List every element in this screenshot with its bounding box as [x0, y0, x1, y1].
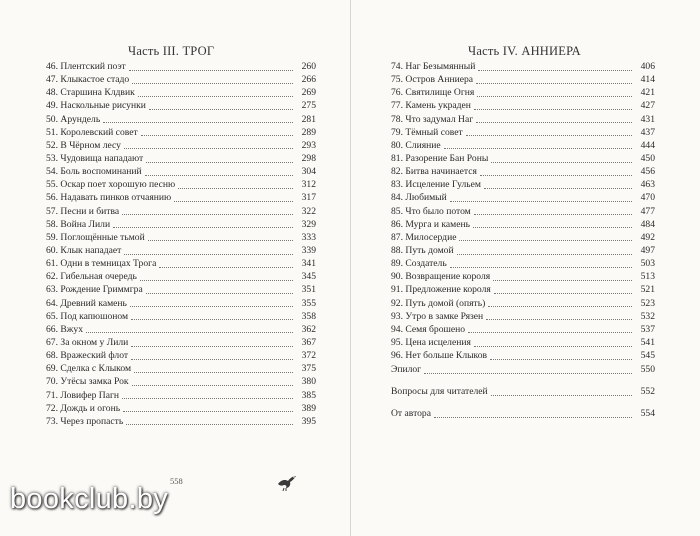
toc-entry: [391, 86, 655, 99]
toc-entry-page: 269: [301, 87, 316, 99]
toc-entry-title: 96. Нет больше Клыков: [391, 350, 488, 362]
toc-entry-page: 497: [640, 244, 655, 256]
toc-entry-title: 89. Создатель: [391, 258, 447, 270]
dot-leader: [473, 220, 632, 228]
back-matter-entry: [391, 364, 655, 375]
dot-leader: [450, 194, 632, 202]
toc-entry-title: 59. Поглощённые тьмой: [46, 231, 145, 243]
toc-entry-title: 46. Плентский поэт: [46, 61, 126, 72]
toc-entry-page: 281: [301, 113, 316, 125]
dot-leader: [124, 247, 293, 255]
toc-entry-title: 47. Клыкастое стадо: [46, 74, 130, 86]
toc-entry: [391, 99, 655, 112]
toc-entry-title: 94. Семя брошено: [391, 323, 466, 335]
toc-entry: [46, 375, 316, 388]
back-matter-title: Эпилог: [391, 364, 422, 375]
part-title: Часть III. ТРОГ: [128, 44, 215, 58]
toc-entry-title: 49. Наскольные рисунки: [46, 100, 146, 112]
dot-leader: [123, 404, 293, 412]
toc-entry-title: 65. Под капюшоном: [46, 310, 129, 322]
toc-entry: [46, 73, 316, 86]
toc-entry-title: 50. Арундель: [46, 113, 101, 125]
toc-entry-page: 375: [301, 363, 316, 375]
toc-entry-page: 341: [301, 258, 316, 270]
dot-leader: [474, 339, 632, 347]
dot-leader: [486, 312, 632, 320]
toc-entry: [46, 283, 316, 296]
toc-entry-page: 260: [301, 61, 316, 72]
dot-leader: [159, 260, 293, 268]
toc-entry-page: 367: [301, 336, 316, 348]
table-of-contents-right: [391, 60, 655, 362]
toc-entry-page: 355: [301, 297, 316, 309]
dot-leader: [459, 233, 632, 241]
toc-entry: [46, 191, 316, 204]
toc-entry-page: 463: [640, 179, 655, 191]
toc-entry-page: 421: [640, 87, 655, 99]
table-of-contents-left: [46, 60, 316, 428]
toc-entry: [391, 283, 655, 296]
dot-leader: [134, 365, 293, 373]
back-matter-page: 552: [640, 386, 655, 397]
toc-entry: [391, 139, 655, 152]
toc-entry-title: 74. Наг Безымянный: [391, 61, 476, 72]
dot-leader: [476, 76, 632, 84]
toc-entry-title: 48. Старшина Клдвик: [46, 87, 135, 99]
toc-entry: [391, 165, 655, 178]
toc-entry: [46, 126, 316, 139]
toc-entry-title: 81. Разорение Бан Роны: [391, 152, 489, 164]
toc-entry: [46, 297, 316, 310]
toc-entry: [391, 60, 655, 73]
toc-entry-page: 427: [640, 100, 655, 112]
toc-entry: [391, 244, 655, 257]
toc-entry-title: 80. Слияние: [391, 139, 441, 151]
toc-entry-page: 275: [301, 100, 316, 112]
toc-entry-title: 70. Утёсы замка Рок: [46, 376, 129, 388]
toc-entry-page: 492: [640, 231, 655, 243]
back-matter-page: 550: [640, 364, 655, 375]
toc-entry-title: 53. Чудовища нападают: [46, 152, 144, 164]
toc-entry: [46, 113, 316, 126]
toc-entry-title: 72. Дождь и огонь: [46, 402, 121, 414]
dot-leader: [474, 102, 632, 110]
dot-leader: [468, 325, 632, 333]
sparrow-ornament-icon: [275, 470, 299, 492]
toc-entry-page: 358: [301, 310, 316, 322]
toc-entry-page: 362: [301, 323, 316, 335]
dot-leader: [494, 286, 632, 294]
dot-leader: [490, 352, 632, 360]
dot-leader: [174, 194, 293, 202]
toc-entry: [391, 270, 655, 283]
back-matter-entry: [391, 386, 655, 397]
toc-entry-page: 513: [640, 271, 655, 283]
dot-leader: [424, 366, 632, 374]
toc-entry-title: 86. Мурга и камень: [391, 218, 471, 230]
toc-entry-page: 317: [301, 192, 316, 204]
dot-leader: [122, 391, 293, 399]
dot-leader: [488, 299, 632, 307]
toc-entry-title: 68. Вражеский флот: [46, 350, 129, 362]
dot-leader: [141, 128, 293, 136]
toc-entry-page: 293: [301, 139, 316, 151]
toc-entry-page: 329: [301, 218, 316, 230]
toc-entry: [391, 231, 655, 244]
part-title: Часть IV. АННИЕРА: [468, 44, 581, 58]
toc-entry-page: 289: [301, 126, 316, 138]
toc-entry-title: 66. Вжух: [46, 323, 84, 335]
toc-entry-page: 450: [640, 152, 655, 164]
toc-entry-title: 63. Рождение Гриммгра: [46, 284, 143, 296]
toc-entry: [391, 297, 655, 310]
toc-entry: [46, 218, 316, 231]
toc-entry-title: 95. Цена исцеления: [391, 336, 471, 348]
toc-entry: [46, 257, 316, 270]
toc-entry-page: 431: [640, 113, 655, 125]
toc-entry: [46, 362, 316, 375]
dot-leader: [130, 299, 293, 307]
toc-entry-title: 52. В Чёрном лесу: [46, 139, 121, 151]
toc-entry-title: 79. Тёмный совет: [391, 126, 463, 138]
toc-entry-title: 73. Через пропасть: [46, 415, 124, 427]
toc-entry: [391, 126, 655, 139]
dot-leader: [132, 76, 293, 84]
toc-entry: [46, 270, 316, 283]
dot-leader: [145, 168, 293, 176]
toc-entry: [391, 349, 655, 362]
toc-entry: [46, 178, 316, 191]
dot-leader: [484, 181, 632, 189]
dot-leader: [444, 141, 632, 149]
toc-entry: [46, 231, 316, 244]
dot-leader: [140, 273, 293, 281]
toc-entry-page: 503: [640, 258, 655, 270]
toc-entry-title: 91. Предложение короля: [391, 284, 491, 296]
toc-entry: [391, 257, 655, 270]
toc-entry: [46, 310, 316, 323]
dot-leader: [476, 115, 632, 123]
toc-entry: [46, 205, 316, 218]
toc-entry-title: 61. Одни в темницах Трога: [46, 258, 157, 270]
toc-entry-page: 389: [301, 402, 316, 414]
toc-entry: [391, 152, 655, 165]
toc-entry-title: 82. Битва начинается: [391, 166, 477, 178]
toc-entry: [46, 415, 316, 428]
toc-entry: [46, 244, 316, 257]
toc-entry-title: 57. Песни и битва: [46, 205, 120, 217]
back-matter-entry: [391, 408, 655, 419]
toc-entry: [391, 113, 655, 126]
toc-entry-title: 92. Путь домой (опять): [391, 297, 486, 309]
toc-entry: [46, 139, 316, 152]
toc-entry-title: 51. Королевский совет: [46, 126, 138, 138]
toc-entry-title: 71. Ловифер Пагн: [46, 389, 120, 401]
dot-leader: [474, 207, 632, 215]
toc-entry-title: 84. Любимый: [391, 192, 447, 204]
back-matter-title: От автора: [391, 408, 431, 419]
dot-leader: [450, 260, 632, 268]
toc-entry: [46, 389, 316, 402]
toc-entry: [46, 402, 316, 415]
toc-entry-page: 545: [640, 350, 655, 362]
toc-entry: [391, 73, 655, 86]
toc-entry-page: 339: [301, 244, 316, 256]
toc-entry-page: 266: [301, 74, 316, 86]
toc-entry-page: 322: [301, 205, 316, 217]
dot-leader: [146, 155, 293, 163]
toc-entry-page: 380: [301, 376, 316, 388]
toc-entry-page: 406: [640, 61, 655, 72]
toc-entry: [46, 99, 316, 112]
toc-entry-page: 537: [640, 323, 655, 335]
toc-entry-title: 76. Святилище Огня: [391, 87, 475, 99]
toc-entry-title: 85. Что было потом: [391, 205, 471, 217]
toc-entry-page: 437: [640, 126, 655, 138]
dot-leader: [138, 89, 293, 97]
watermark: bookclub.by: [10, 483, 169, 515]
toc-entry: [46, 152, 316, 165]
toc-entry-title: 78. Что задумал Наг: [391, 113, 474, 125]
toc-entry-page: 351: [301, 284, 316, 296]
toc-entry-page: 333: [301, 231, 316, 243]
toc-entry-page: 456: [640, 166, 655, 178]
toc-entry-title: 55. Оскар поет хорошую песню: [46, 179, 176, 191]
toc-entry-page: 414: [640, 74, 655, 86]
dot-leader: [480, 168, 632, 176]
back-matter-title: Вопросы для читателей: [391, 386, 488, 397]
toc-entry-title: 62. Гибельная очередь: [46, 271, 137, 283]
dot-leader: [131, 312, 293, 320]
toc-entry: [46, 323, 316, 336]
toc-entry-page: 395: [301, 415, 316, 427]
dot-leader: [148, 233, 293, 241]
toc-entry: [46, 336, 316, 349]
toc-entry: [391, 336, 655, 349]
dot-leader: [131, 339, 293, 347]
dot-leader: [113, 220, 293, 228]
page-number: 558: [170, 476, 183, 486]
dot-leader: [457, 247, 632, 255]
toc-entry: [46, 165, 316, 178]
toc-entry: [391, 218, 655, 231]
dot-leader: [478, 63, 632, 71]
toc-entry: [391, 178, 655, 191]
dot-leader: [124, 141, 293, 149]
toc-entry-page: 444: [640, 139, 655, 151]
dot-leader: [103, 115, 293, 123]
toc-entry-title: 83. Исцеление Гульем: [391, 179, 481, 191]
toc-entry-title: 54. Боль воспоминаний: [46, 166, 142, 178]
toc-entry-page: 372: [301, 350, 316, 362]
toc-entry-page: 541: [640, 336, 655, 348]
toc-entry-title: 58. Война Лили: [46, 218, 111, 230]
toc-entry: [391, 205, 655, 218]
dot-leader: [149, 102, 293, 110]
toc-entry-title: 75. Остров Анниера: [391, 74, 474, 86]
toc-entry-page: 470: [640, 192, 655, 204]
dot-leader: [86, 325, 293, 333]
dot-leader: [132, 378, 293, 386]
toc-entry-page: 523: [640, 297, 655, 309]
toc-entry: [391, 310, 655, 323]
dot-leader: [466, 128, 632, 136]
toc-entry-page: 312: [301, 179, 316, 191]
toc-entry-title: 93. Утро в замке Рязен: [391, 310, 484, 322]
dot-leader: [131, 352, 293, 360]
toc-entry-page: 345: [301, 271, 316, 283]
toc-entry-page: 304: [301, 166, 316, 178]
toc-entry-title: 60. Клык нападает: [46, 244, 122, 256]
dot-leader: [491, 155, 632, 163]
back-matter-page: 554: [640, 408, 655, 419]
toc-entry-title: 87. Милосердие: [391, 231, 457, 243]
toc-entry-title: 64. Древний камень: [46, 297, 127, 309]
toc-entry: [46, 349, 316, 362]
dot-leader: [146, 286, 293, 294]
toc-entry-title: 69. Сделка с Клыком: [46, 363, 132, 375]
toc-entry-page: 521: [640, 284, 655, 296]
dot-leader: [493, 273, 632, 281]
toc-entry: [391, 323, 655, 336]
toc-entry-page: 484: [640, 218, 655, 230]
dot-leader: [434, 410, 632, 418]
toc-entry-title: 90. Возвращение короля: [391, 271, 491, 283]
toc-entry-page: 385: [301, 389, 316, 401]
toc-entry-title: 67. За окном у Лили: [46, 336, 129, 348]
toc-entry-title: 56. Надавать пинков отчаянию: [46, 192, 172, 204]
toc-entry-page: 477: [640, 205, 655, 217]
toc-entry-page: 532: [640, 310, 655, 322]
toc-entry: [391, 191, 655, 204]
dot-leader: [491, 388, 632, 396]
toc-entry-page: 298: [301, 152, 316, 164]
dot-leader: [477, 89, 632, 97]
dot-leader: [122, 207, 293, 215]
toc-entry-title: 77. Камень украден: [391, 100, 471, 112]
toc-entry-title: 88. Путь домой: [391, 244, 454, 256]
toc-entry: [46, 60, 316, 73]
dot-leader: [126, 417, 293, 425]
dot-leader: [178, 181, 293, 189]
toc-entry: [46, 86, 316, 99]
dot-leader: [129, 63, 293, 71]
